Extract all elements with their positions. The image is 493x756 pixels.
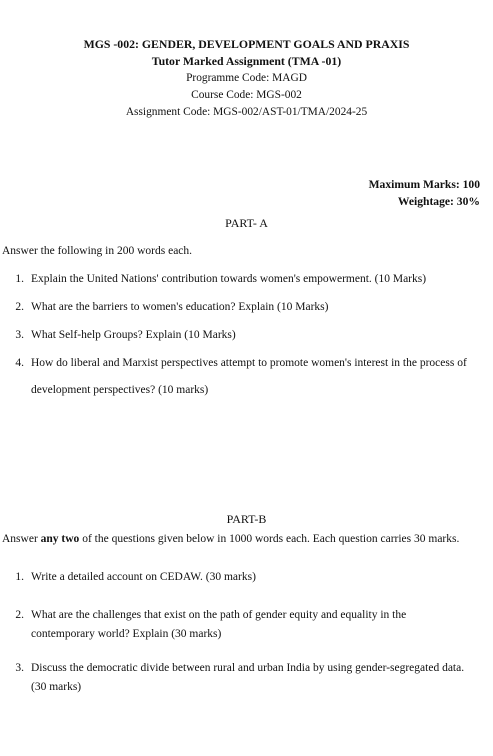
- question-text-line-2: (30 marks): [31, 681, 82, 693]
- part-b-instruction: [2, 532, 459, 546]
- part-a-heading: PART- A: [225, 216, 268, 230]
- maximum-marks: Maximum Marks: 100: [368, 178, 480, 191]
- question-number: 3.: [15, 329, 24, 341]
- document-header: [0, 36, 493, 121]
- question-text-line-1: How do liberal and Marxist perspectives attempt to promote women's interest in the process of: [31, 357, 467, 369]
- course-code: Course Code: MGS-002: [191, 89, 302, 101]
- programme-code: Programme Code: MAGD: [186, 72, 307, 84]
- question-number: 2.: [15, 301, 24, 313]
- question-number: 4.: [15, 357, 24, 369]
- question-number: 2.: [15, 609, 24, 621]
- question-text-line-2: contemporary world? Explain (30 marks): [31, 628, 222, 640]
- part-b-heading: PART-B: [226, 512, 267, 526]
- question-number: 1.: [15, 571, 24, 583]
- question-text: Explain the United Nations' contribution towards women's empowerment. (10 Marks): [31, 273, 427, 285]
- assignment-code: Assignment Code: MGS-002/AST-01/TMA/2024-25: [125, 106, 368, 118]
- question-text-line-1: What are the challenges that exist on the path of gender equity and equality in the: [31, 609, 407, 621]
- instruction-text-start: Answer: [2, 533, 41, 545]
- course-title: MGS -002: GENDER, DEVELOPMENT GOALS AND PRAXIS: [83, 37, 410, 51]
- question-text: What are the barriers to women's education? Explain (10 Marks): [31, 301, 329, 313]
- question-text-line-2: development perspectives? (10 marks): [31, 384, 209, 396]
- question-number: 1.: [15, 273, 24, 285]
- question-text-line-1: Discuss the democratic divide between rural and urban India by using gender-segregated data.: [31, 662, 465, 674]
- instruction-text-end: of the questions given below in 1000 words each. Each question carries 30 marks.: [79, 533, 460, 545]
- assignment-subtitle: Tutor Marked Assignment (TMA -01): [151, 54, 342, 68]
- instruction-emphasis: any two: [40, 533, 80, 545]
- question-number: 3.: [15, 662, 24, 674]
- question-text: What Self-help Groups? Explain (10 Marks): [31, 329, 236, 341]
- weightage: Weightage: 30%: [397, 195, 480, 208]
- question-text: Write a detailed account on CEDAW. (30 marks): [31, 571, 256, 583]
- marks-block: [369, 176, 480, 210]
- part-a-instruction: Answer the following in 200 words each.: [2, 245, 193, 257]
